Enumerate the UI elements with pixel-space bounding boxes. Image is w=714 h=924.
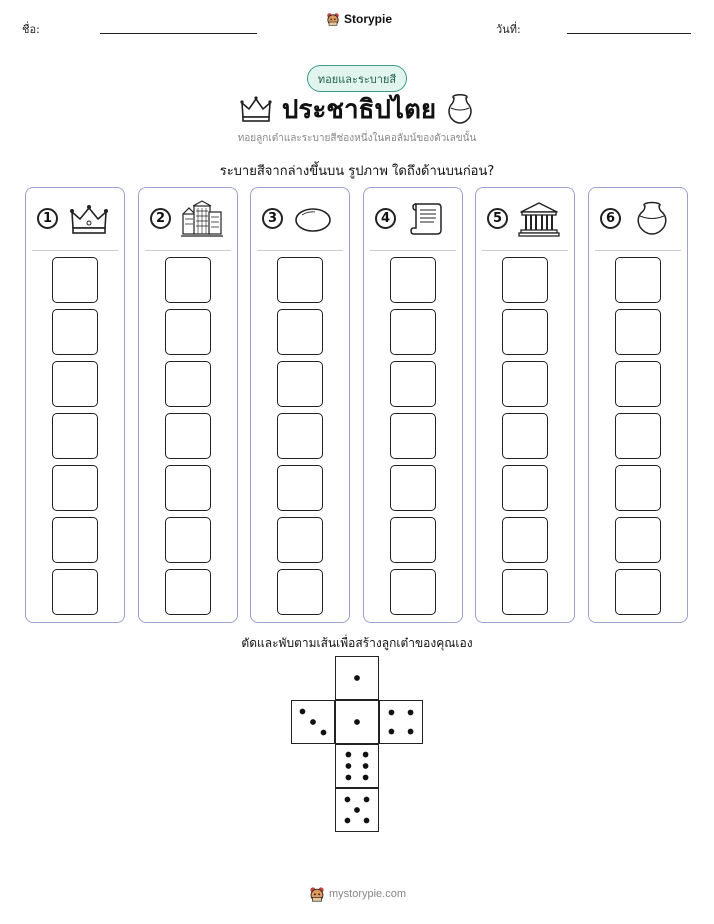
column-number: 2 bbox=[150, 208, 171, 229]
color-box[interactable] bbox=[615, 465, 661, 511]
color-box[interactable] bbox=[502, 569, 548, 615]
color-box[interactable] bbox=[165, 569, 211, 615]
cut-instruction: ตัดและพับตามเส้นเพื่อสร้างลูกเต๋าของคุณเอง bbox=[241, 636, 473, 650]
activity-tag: ทอยและระบายสี bbox=[307, 65, 407, 92]
dice-face-5 bbox=[335, 788, 379, 832]
color-box[interactable] bbox=[390, 517, 436, 563]
column-header bbox=[589, 188, 687, 251]
crown-icon bbox=[68, 200, 110, 238]
column-6 bbox=[588, 187, 688, 623]
column-number: 3 bbox=[262, 208, 283, 229]
color-box[interactable] bbox=[615, 257, 661, 303]
color-box[interactable] bbox=[165, 465, 211, 511]
color-box[interactable] bbox=[502, 257, 548, 303]
column-header bbox=[251, 188, 349, 251]
column-number: 6 bbox=[600, 208, 621, 229]
crown-icon bbox=[240, 95, 272, 123]
color-box[interactable] bbox=[277, 361, 323, 407]
color-box[interactable] bbox=[277, 517, 323, 563]
color-box[interactable] bbox=[52, 361, 98, 407]
column-divider bbox=[370, 250, 456, 251]
color-box[interactable] bbox=[52, 413, 98, 459]
color-box[interactable] bbox=[165, 257, 211, 303]
storypie-logo-icon bbox=[326, 12, 340, 26]
page-title: ประชาธิปไตย bbox=[281, 94, 437, 125]
color-box[interactable] bbox=[390, 465, 436, 511]
color-box[interactable] bbox=[390, 257, 436, 303]
date-line bbox=[567, 33, 691, 34]
color-box[interactable] bbox=[615, 361, 661, 407]
dice-net bbox=[291, 656, 425, 836]
dice-face-4 bbox=[379, 700, 423, 744]
footer bbox=[309, 886, 406, 902]
stone-icon bbox=[293, 200, 335, 238]
instructions: ทอยลูกเต๋าและระบายสีช่องหนึ่งในคอลัมน์ของตัวเลขนั้น bbox=[237, 133, 477, 144]
color-box[interactable] bbox=[615, 569, 661, 615]
color-box[interactable] bbox=[502, 517, 548, 563]
column-header bbox=[139, 188, 237, 251]
color-box[interactable] bbox=[615, 309, 661, 355]
footer-url[interactable]: mystorypie.com bbox=[329, 888, 407, 900]
page-title-row bbox=[240, 91, 474, 127]
column-number: 4 bbox=[375, 208, 396, 229]
column-divider bbox=[482, 250, 568, 251]
name-line bbox=[100, 33, 257, 34]
color-box[interactable] bbox=[277, 569, 323, 615]
question: ระบายสีจากล่างขึ้นบน รูปภาพ ใดถึงด้านบนก่อน? bbox=[219, 164, 495, 179]
color-box[interactable] bbox=[502, 309, 548, 355]
city-buildings-icon bbox=[181, 200, 223, 238]
color-box[interactable] bbox=[502, 413, 548, 459]
column-divider bbox=[32, 250, 118, 251]
column-divider bbox=[145, 250, 231, 251]
pot-icon bbox=[631, 200, 673, 238]
color-box[interactable] bbox=[390, 569, 436, 615]
column-header bbox=[476, 188, 574, 251]
column-5 bbox=[475, 187, 575, 623]
color-box[interactable] bbox=[390, 413, 436, 459]
color-box[interactable] bbox=[52, 465, 98, 511]
column-4 bbox=[363, 187, 463, 623]
dice-face-1 bbox=[335, 656, 379, 700]
column-number: 1 bbox=[37, 208, 58, 229]
brand-name: Storypie bbox=[344, 12, 393, 26]
color-box[interactable] bbox=[277, 257, 323, 303]
color-box[interactable] bbox=[502, 465, 548, 511]
scroll-icon bbox=[406, 200, 448, 238]
color-box[interactable] bbox=[52, 517, 98, 563]
column-2 bbox=[138, 187, 238, 623]
color-box[interactable] bbox=[502, 361, 548, 407]
color-box[interactable] bbox=[277, 413, 323, 459]
dice-face-3 bbox=[291, 700, 335, 744]
column-header bbox=[26, 188, 124, 251]
brand bbox=[326, 12, 392, 26]
column-divider bbox=[257, 250, 343, 251]
color-box[interactable] bbox=[165, 309, 211, 355]
color-box[interactable] bbox=[277, 309, 323, 355]
dice-face-6 bbox=[335, 744, 379, 788]
color-box[interactable] bbox=[615, 517, 661, 563]
color-box[interactable] bbox=[165, 413, 211, 459]
color-box[interactable] bbox=[615, 413, 661, 459]
storypie-logo-icon bbox=[309, 886, 325, 902]
column-divider bbox=[595, 250, 681, 251]
column-header bbox=[364, 188, 462, 251]
dice-face-1-center bbox=[335, 700, 379, 744]
color-box[interactable] bbox=[52, 309, 98, 355]
date-label: วันที่: bbox=[496, 23, 521, 36]
color-box[interactable] bbox=[52, 257, 98, 303]
color-box[interactable] bbox=[165, 361, 211, 407]
color-box[interactable] bbox=[277, 465, 323, 511]
color-box[interactable] bbox=[390, 361, 436, 407]
color-box[interactable] bbox=[165, 517, 211, 563]
name-label: ชื่อ: bbox=[22, 23, 40, 36]
column-1 bbox=[25, 187, 125, 623]
color-box[interactable] bbox=[52, 569, 98, 615]
column-number: 5 bbox=[487, 208, 508, 229]
temple-icon bbox=[518, 200, 560, 238]
color-box[interactable] bbox=[390, 309, 436, 355]
column-3 bbox=[250, 187, 350, 623]
pot-icon bbox=[446, 93, 474, 125]
